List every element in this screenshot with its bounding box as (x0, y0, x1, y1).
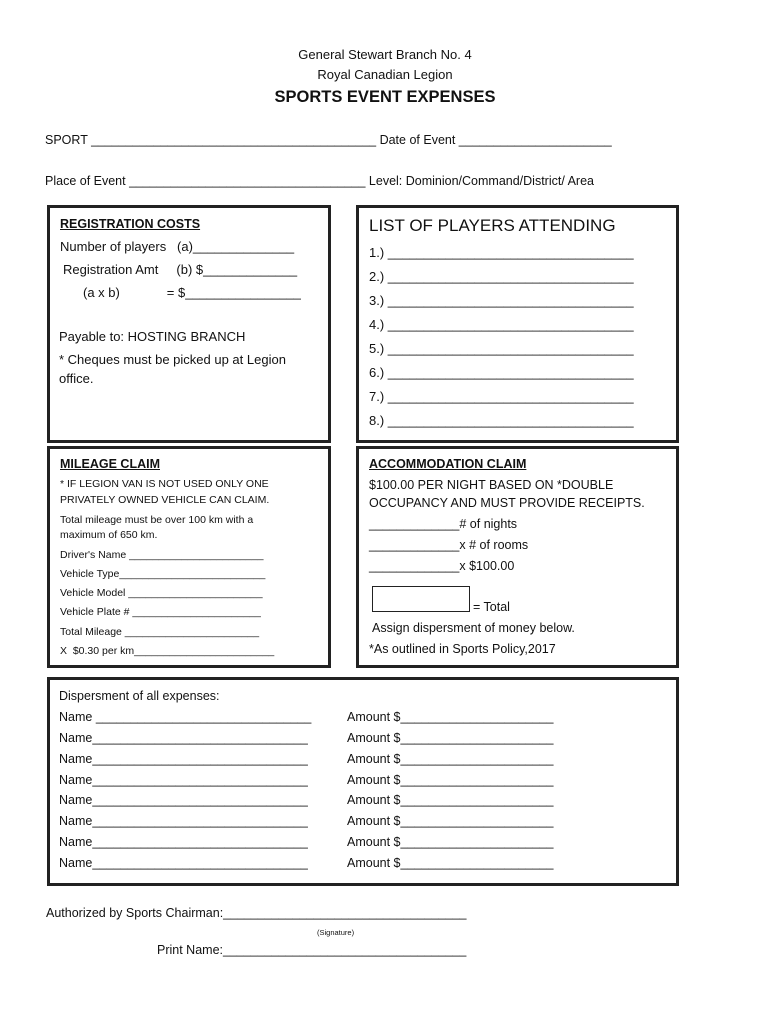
player-row[interactable]: 4.) __________________________________ (369, 317, 634, 332)
vehicle-model-field[interactable]: Vehicle Model _______________________ (60, 587, 263, 599)
players-heading: LIST OF PLAYERS ATTENDING (369, 216, 616, 235)
cheques-note-line1: * Cheques must be picked up at Legion (59, 352, 286, 367)
payable-to-text: Payable to: HOSTING BRANCH (59, 329, 246, 344)
player-row[interactable]: 5.) __________________________________ (369, 341, 634, 356)
mileage-note-line1: * IF LEGION VAN IS NOT USED ONLY ONE (60, 478, 269, 490)
dispersment-name-field[interactable]: Name_______________________________ (59, 835, 308, 849)
dispersment-name-field[interactable]: Name_______________________________ (59, 814, 308, 828)
dispersment-amount-field[interactable]: Amount $______________________ (347, 752, 554, 766)
accommodation-rate-line1: $100.00 PER NIGHT BASED ON *DOUBLE (369, 478, 614, 492)
cheques-note-line2: office. (59, 371, 94, 386)
dispersment-amount-field[interactable]: Amount $______________________ (347, 773, 554, 787)
player-row[interactable]: 7.) __________________________________ (369, 389, 634, 404)
dispersment-name-field[interactable]: Name _______________________________ (59, 710, 312, 724)
number-of-players-field[interactable]: Number of players (a)______________ (60, 239, 295, 254)
page-title: SPORTS EVENT EXPENSES (274, 88, 496, 106)
accommodation-rate-line2: OCCUPANCY AND MUST PROVIDE RECEIPTS. (369, 496, 645, 510)
registration-amount-field[interactable]: Registration Amt (b) $_____________ (63, 262, 298, 277)
dispersment-name-field[interactable]: Name_______________________________ (59, 773, 308, 787)
dispersment-box (47, 677, 679, 886)
dispersment-name-field[interactable]: Name_______________________________ (59, 731, 308, 745)
vehicle-plate-field[interactable]: Vehicle Plate # ______________________ (60, 606, 261, 618)
org-name: General Stewart Branch No. 4 (298, 47, 472, 62)
dispersment-name-field[interactable]: Name_______________________________ (59, 793, 308, 807)
player-row[interactable]: 3.) __________________________________ (369, 293, 634, 308)
total-amount-input[interactable] (372, 586, 470, 612)
dispersment-name-field[interactable]: Name_______________________________ (59, 752, 308, 766)
signature-caption: (Signature) (317, 928, 355, 937)
print-name-field[interactable]: Print Name:___________________________________ (157, 943, 467, 957)
dispersment-amount-field[interactable]: Amount $______________________ (347, 731, 554, 745)
registration-costs-box (47, 205, 331, 443)
sport-date-field[interactable]: SPORT _________________________________________ Date of Event ______________________ (45, 133, 612, 147)
total-mileage-field[interactable]: Total Mileage _______________________ (60, 626, 260, 638)
mileage-heading: MILEAGE CLAIM (60, 457, 160, 471)
mileage-limit-line1: Total mileage must be over 100 km with a (60, 514, 254, 526)
player-row[interactable]: 1.) __________________________________ (369, 245, 634, 260)
dispersment-amount-field[interactable]: Amount $______________________ (347, 856, 554, 870)
rooms-field[interactable]: _____________x # of rooms (369, 538, 529, 552)
mileage-limit-line2: maximum of 650 km. (60, 529, 158, 541)
player-row[interactable]: 8.) __________________________________ (369, 413, 634, 428)
drivers-name-field[interactable]: Driver's Name _______________________ (60, 549, 264, 561)
mileage-claim-box (47, 446, 331, 668)
dispersment-amount-field[interactable]: Amount $______________________ (347, 835, 554, 849)
total-label: = Total (473, 600, 510, 614)
accommodation-heading: ACCOMMODATION CLAIM (369, 457, 527, 471)
place-level-field[interactable]: Place of Event __________________________________ Level: Dominion/Command/District/ Area (45, 174, 594, 188)
registration-heading: REGISTRATION COSTS (60, 217, 201, 231)
dispersment-amount-field[interactable]: Amount $______________________ (347, 710, 554, 724)
players-attending-box (356, 205, 679, 443)
accommodation-claim-box (356, 446, 679, 668)
authorized-signature-field[interactable]: Authorized by Sports Chairman:___________________________________ (46, 906, 467, 920)
org-subtitle: Royal Canadian Legion (317, 67, 453, 82)
policy-note: *As outlined in Sports Policy,2017 (369, 642, 556, 656)
player-row[interactable]: 2.) __________________________________ (369, 269, 634, 284)
dispersment-heading: Dispersment of all expenses: (59, 689, 220, 703)
mileage-note-line2: PRIVATELY OWNED VEHICLE CAN CLAIM. (60, 494, 270, 506)
price-per-night-field[interactable]: _____________x $100.00 (369, 559, 515, 573)
vehicle-type-field[interactable]: Vehicle Type_________________________ (60, 568, 266, 580)
total-registration-field[interactable]: (a x b) = $________________ (83, 285, 301, 300)
dispersment-amount-field[interactable]: Amount $______________________ (347, 793, 554, 807)
player-row[interactable]: 6.) __________________________________ (369, 365, 634, 380)
dispersment-amount-field[interactable]: Amount $______________________ (347, 814, 554, 828)
assign-note: Assign dispersment of money below. (372, 621, 575, 635)
mileage-rate-field[interactable]: X $0.30 per km________________________ (60, 645, 275, 657)
nights-field[interactable]: _____________# of nights (369, 517, 518, 531)
dispersment-name-field[interactable]: Name_______________________________ (59, 856, 308, 870)
